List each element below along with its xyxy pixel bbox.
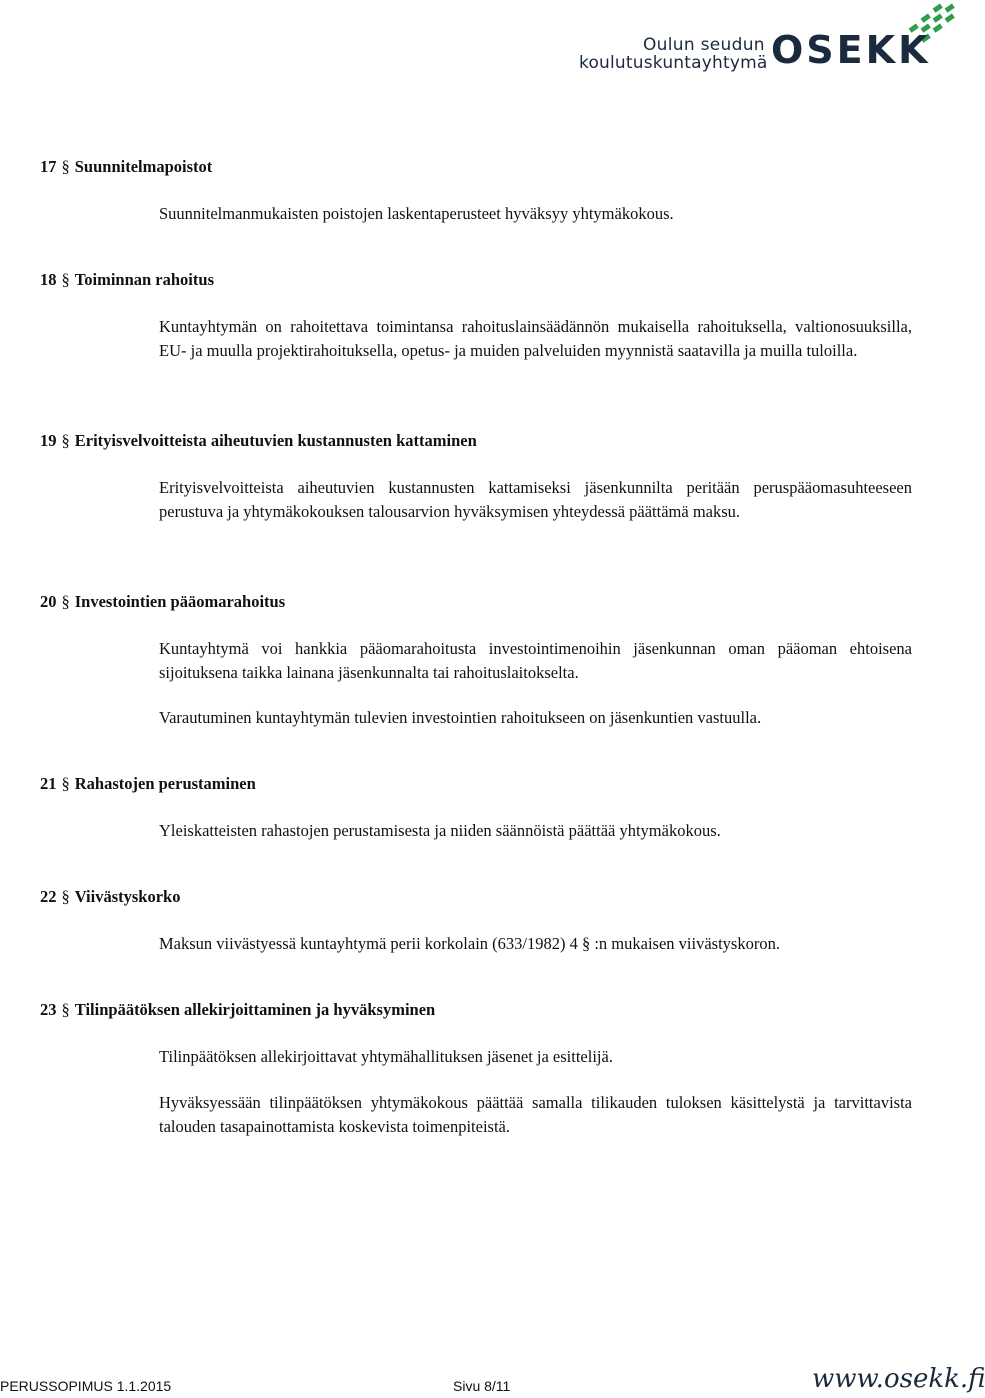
section-sign: § [61,774,70,793]
section-20-heading [40,592,285,612]
section-20-paragraph-1: Kuntayhtymä voi hankkia pääomarahoitusta investointimenoihin jäsenkunnan oman pääoman ehtoisena sijoituksena taikka lainana jäsenkunnalta tai rahoituslaitokselta. [159,639,912,682]
osekk-logo [575,4,955,76]
logo-line-2: koulutuskuntayhtymä [579,53,768,73]
section-18-heading [40,270,214,290]
section-sign: § [61,431,70,450]
section-number: 17 [40,157,57,176]
logo-line-1: Oulun seudun [643,35,765,55]
logo-brand: OSEKK [771,28,931,72]
section-sign: § [61,887,70,906]
section-18-paragraph-1: Kuntayhtymän on rahoitettava toimintansa rahoituslainsäädännön mukaisella rahoituksella, valtionosuuksilla, EU- ja muulla projektirahoituksella, opetus- ja muiden palveluiden myynnistä saatavilla ja muilla tuloilla. [159,317,912,360]
section-23-paragraph-2: Hyväksyessään tilinpäätöksen yhtymäkokous päättää samalla tilikauden tuloksen käsittelystä ja tarvittavista talouden tasapainottamista koskevista toimenpiteistä. [159,1093,912,1136]
footer-document-name: PERUSSOPIMUS 1.1.2015 [0,1378,172,1394]
section-sign: § [61,592,70,611]
section-number: 18 [40,270,57,289]
section-23-paragraph-1: Tilinpäätöksen allekirjoittavat yhtymähallituksen jäsenet ja esittelijä. [159,1047,613,1066]
section-title: Toiminnan rahoitus [74,270,214,289]
section-number: 22 [40,887,57,906]
section-19-heading [40,431,477,451]
section-number: 19 [40,431,57,450]
section-22-paragraph-1: Maksun viivästyessä kuntayhtymä perii korkolain (633/1982) 4 § :n mukaisen viivästyskoron. [159,934,780,953]
section-number: 20 [40,592,57,611]
section-19-paragraph-1: Erityisvelvoitteista aiheutuvien kustannusten kattamiseksi jäsenkunnilta peritään peruspääomasuhteeseen perustuva ja yhtymäkokouksen talousarvion hyväksymisen yhteydessä päättämä maksu. [159,478,912,521]
section-number: 21 [40,774,57,793]
footer-website-url[interactable]: www.osekk.fi [812,1364,985,1394]
section-title: Tilinpäätöksen allekirjoittaminen ja hyväksyminen [74,1000,436,1019]
section-22-heading [40,887,181,907]
section-title: Investointien pääomarahoitus [74,592,286,611]
section-sign: § [61,1000,70,1019]
section-sign: § [61,157,70,176]
section-17-paragraph-1: Suunnitelmanmukaisten poistojen laskentaperusteet hyväksyy yhtymäkokous. [159,204,674,223]
section-title: Erityisvelvoitteista aiheutuvien kustannusten kattaminen [74,431,477,450]
section-21-paragraph-1: Yleiskatteisten rahastojen perustamisesta ja niiden säännöistä päättää yhtymäkokous. [159,821,721,840]
section-sign: § [61,270,70,289]
section-title: Viivästyskorko [74,887,181,906]
section-23-heading [40,1000,435,1020]
section-number: 23 [40,1000,57,1019]
section-17-heading [40,157,212,177]
section-title: Suunnitelmapoistot [74,157,213,176]
section-20-paragraph-2: Varautuminen kuntayhtymän tulevien investointien rahoitukseen on jäsenkuntien vastuulla. [159,708,762,727]
section-21-heading [40,774,256,794]
section-title: Rahastojen perustaminen [74,774,256,793]
footer-page-number: Sivu 8/11 [453,1378,511,1394]
